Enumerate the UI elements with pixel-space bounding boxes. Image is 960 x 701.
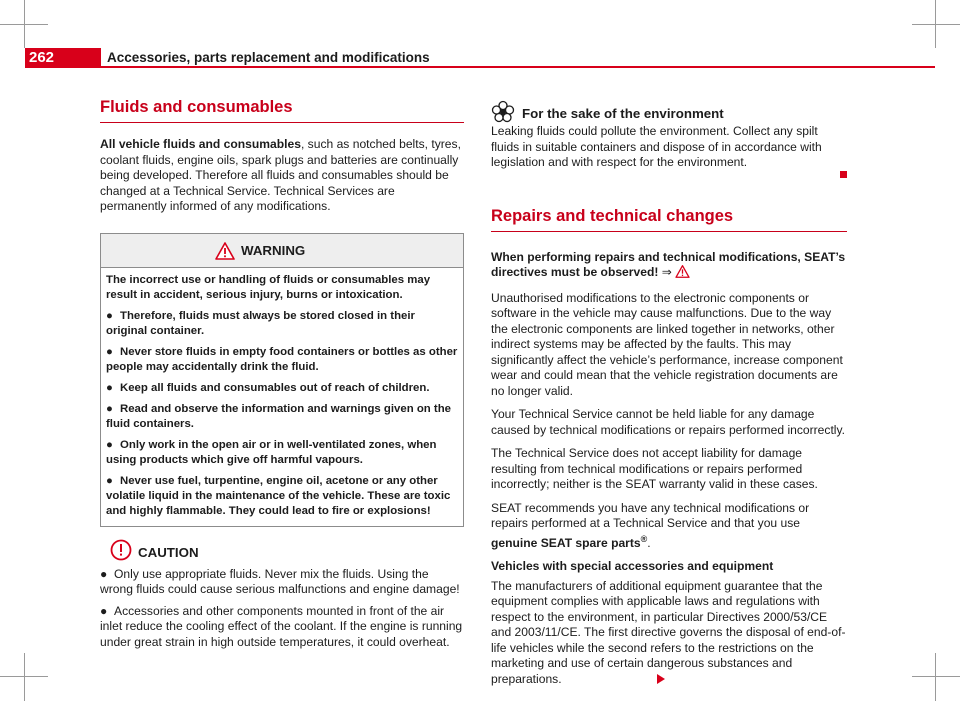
section-heading-repairs: Repairs and technical changes xyxy=(491,205,847,232)
crop-mark xyxy=(24,0,25,48)
right-column xyxy=(491,104,847,687)
warning-item: ● Therefore, fluids must always be stored closed in their original container. xyxy=(106,309,415,337)
warning-item: ● Only work in the open air or in well-ventilated zones, when using products which give off harmful vapours. xyxy=(106,438,437,466)
environment-title: For the sake of the environment xyxy=(522,106,724,121)
crop-mark xyxy=(935,653,936,701)
header-rule xyxy=(101,66,935,68)
continue-arrow-icon xyxy=(657,674,665,684)
reference-arrow: ⇒ xyxy=(661,265,672,279)
repairs-paragraph: Your Technical Service cannot be held liable for any damage caused by technical modifications or repairs performed incorrectly. xyxy=(491,407,846,437)
caution-item: ● Accessories and other components mounted in front of the air inlet reduce the cooling effect of the coolant. If the engine is running under great strain in high outside temperatures, it could overheat. xyxy=(100,603,463,649)
repairs-lead: When performing repairs and technical modifications, SEAT’s directives must be observed! ⇒ xyxy=(491,250,847,283)
crop-mark xyxy=(912,24,960,25)
repairs-paragraph: The manufacturers of additional equipment guarantee that the equipment complies with applicable laws and regulations with respect to the environment, in particular Directives 2000/53/CE and 2003/11/CE. The first directive governs the disposal of end-of-life vehicles while the second refers to the restrictions on the marketing and use of certain dangerous substances and preparations. xyxy=(491,578,846,686)
warning-body xyxy=(101,268,463,526)
repairs-paragraph: SEAT recommends you have any technical modifications or repairs performed at a Technical Service and that you use genuine SEAT spare parts®. xyxy=(491,500,810,550)
fluids-intro xyxy=(100,137,464,215)
section-heading-fluids: Fluids and consumables xyxy=(100,96,464,123)
crop-mark xyxy=(935,0,936,48)
header-title: Accessories, parts replacement and modifications xyxy=(107,50,430,65)
warning-box xyxy=(100,233,464,527)
caution-body xyxy=(100,567,464,651)
fluids-intro-text: , such as notched belts, tyres, coolant fluids, engine oils, spark plugs and batteries are continually being developed. Therefore all fluids and consumables should be changed at a Technical Service. Technical Services are permanently informed of any modifications. xyxy=(100,137,461,213)
repairs-paragraph: The Technical Service does not accept liability for damage resulting from technical modifications or repairs performed incorrectly; neither is the SEAT warranty valid in these cases. xyxy=(491,446,818,491)
page-header xyxy=(25,48,935,68)
warning-triangle-icon xyxy=(215,242,235,265)
warning-item: ● Never use fuel, turpentine, engine oil, acetone or any other volatile liquid in the maintenance of the vehicle. These are toxic and highly flammable. They could lead to fire or explosions! xyxy=(106,474,451,517)
repairs-paragraph: Unauthorised modifications to the electronic components or software in the vehicle may cause malfunctions. Due to the way the electronic components are linked together in networks, other indirect systems may be affected by the faults. This may significantly affect the vehicle’s performance, increase component wear and could mean that the vehicle registration documents are no longer valid. xyxy=(491,290,843,398)
environment-header xyxy=(491,104,847,124)
accessories-subheading: Vehicles with special accessories and equipment xyxy=(491,559,774,574)
warning-intro: The incorrect use or handling of fluids or consumables may result in accident, serious injury, burns or intoxication. xyxy=(106,273,431,301)
warning-item: ● Read and observe the information and warnings given on the fluid containers. xyxy=(106,402,452,430)
environment-flower-icon xyxy=(491,100,515,129)
page-number: 262 xyxy=(25,48,101,68)
end-square-icon xyxy=(840,171,847,178)
crop-mark xyxy=(24,653,25,701)
warning-header xyxy=(101,234,463,268)
warning-triangle-icon xyxy=(675,265,690,283)
left-column xyxy=(100,96,464,656)
fluids-intro-bold: All vehicle fluids and consumables xyxy=(100,137,301,151)
caution-item: ● Only use appropriate fluids. Never mix the fluids. Using the wrong fluids could cause serious malfunctions and engine damage! xyxy=(100,566,460,596)
caution-icon xyxy=(110,539,132,566)
caution-title: CAUTION xyxy=(138,544,199,560)
environment-text: Leaking fluids could pollute the environment. Collect any spilt fluids in suitable containers and dispose of in accordance with legislation and with respect for the environment. xyxy=(491,124,822,169)
crop-mark xyxy=(912,676,960,677)
warning-item: ● Never store fluids in empty food containers or bottles as other people may accidentally drink the fluid. xyxy=(106,345,458,373)
warning-item: ● Keep all fluids and consumables out of reach of children. xyxy=(106,381,430,394)
caution-header xyxy=(100,539,464,567)
warning-title: WARNING xyxy=(241,242,306,258)
